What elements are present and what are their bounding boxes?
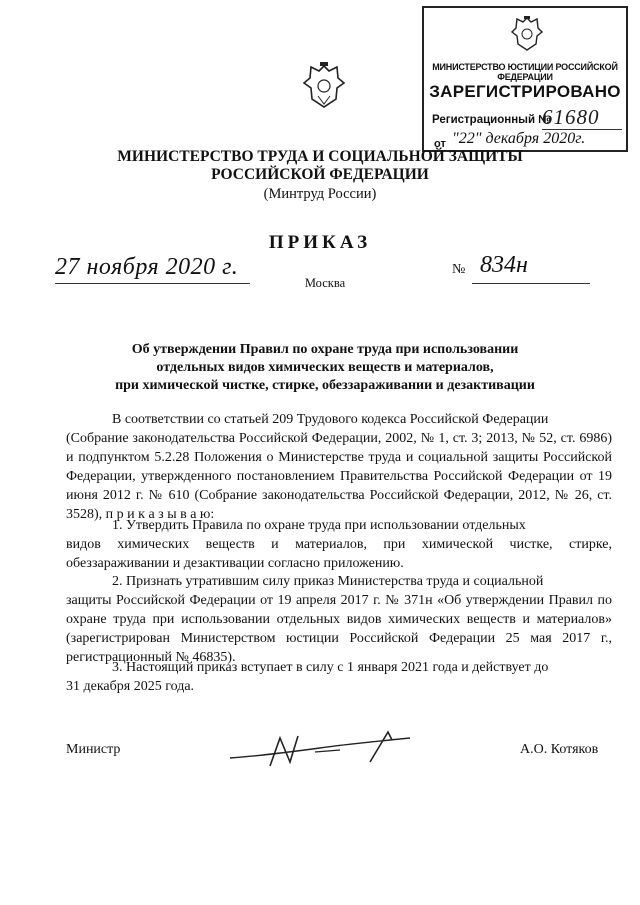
stamp-date: "22" декабря 2020г.: [452, 130, 586, 147]
order-item-1-text: видов химических веществ и материалов, при химической чистке, стирке, обеззараживании и дезактивации согласно приложению.: [66, 537, 612, 571]
ministry-short-name: (Минтруд России): [263, 186, 377, 202]
stamp-reg-number: 61680: [542, 105, 600, 129]
order-item-1-first-line: 1. Утвердить Правила по охране труда при использовании отдельных: [112, 518, 526, 533]
order-item-2-first-line: 2. Признать утратившим силу приказ Министерства труда и социальной: [112, 574, 544, 589]
signer-name: А.О. Котяков: [520, 742, 599, 757]
order-date: 27 ноября 2020 г.: [55, 254, 239, 280]
order-item-2-text: защиты Российской Федерации от 19 апреля 2017 г. № 371н «Об утверждении Правил по охране труда при использовании отдельных видов химических веществ и материалов» (зарегистрирован Министерством юстиции Российской Федерации 25 мая 2017 г., регистрационный № 46835).: [66, 593, 612, 665]
preamble-paragraph: [66, 410, 612, 524]
preamble-first-line: В соответствии со статьей 209 Трудового кодекса Российской Федерации: [112, 412, 549, 427]
ministry-name-line2: РОССИЙСКОЙ ФЕДЕРАЦИИ: [211, 166, 429, 183]
order-item-3: [66, 658, 612, 696]
document-title-line2: отдельных видов химических веществ и материалов,: [156, 360, 494, 375]
order-item-3-first-line: 3. Настоящий приказ вступает в силу с 1 января 2021 года и действует до: [112, 660, 549, 675]
order-number-sign: №: [452, 262, 466, 277]
stamp-registered: ЗАРЕГИСТРИРОВАНО: [429, 82, 621, 101]
stamp-date-label: от: [434, 138, 446, 150]
handwritten-signature: [220, 718, 420, 778]
coat-of-arms-icon: [510, 14, 544, 54]
document-type: ПРИКАЗ: [268, 232, 372, 253]
ministry-name-line1: МИНИСТЕРСТВО ТРУДА И СОЦИАЛЬНОЙ ЗАЩИТЫ: [117, 148, 523, 165]
document-title-line3: при химической чистке, стирке, обеззараживании и дезактивации: [115, 378, 535, 393]
order-number: 834н: [480, 252, 528, 278]
preamble-text: (Собрание законодательства Российской Федерации, 2002, № 1, ст. 3; 2013, № 52, ст. 6986) и подпунктом 5.2.28 Положения о Министерстве труда и социальной защиты Российской Федерации, утвержденного постановлением Правительства Российской Федерации от 19 июня 2012 г. № 610 (Собрание законодательства Российской Федерации, 2012, № 26, ст. 3528), п р и к а з ы в а ю:: [66, 431, 612, 522]
stamp-ministry: МИНИСТЕРСТВО ЮСТИЦИИ РОССИЙСКОЙ ФЕДЕРАЦИИ: [432, 62, 618, 82]
signer-position: Министр: [66, 742, 121, 757]
coat-of-arms-icon: [302, 60, 346, 112]
document-title-line1: Об утверждении Правил по охране труда при использовании: [131, 342, 519, 357]
stamp-reg-number-label: Регистрационный №: [432, 114, 552, 126]
order-item-3-text: 31 декабря 2025 года.: [66, 679, 195, 694]
order-item-2: [66, 572, 612, 667]
order-item-1: [66, 516, 612, 573]
order-city: Москва: [304, 276, 346, 290]
registration-stamp: [422, 6, 628, 152]
